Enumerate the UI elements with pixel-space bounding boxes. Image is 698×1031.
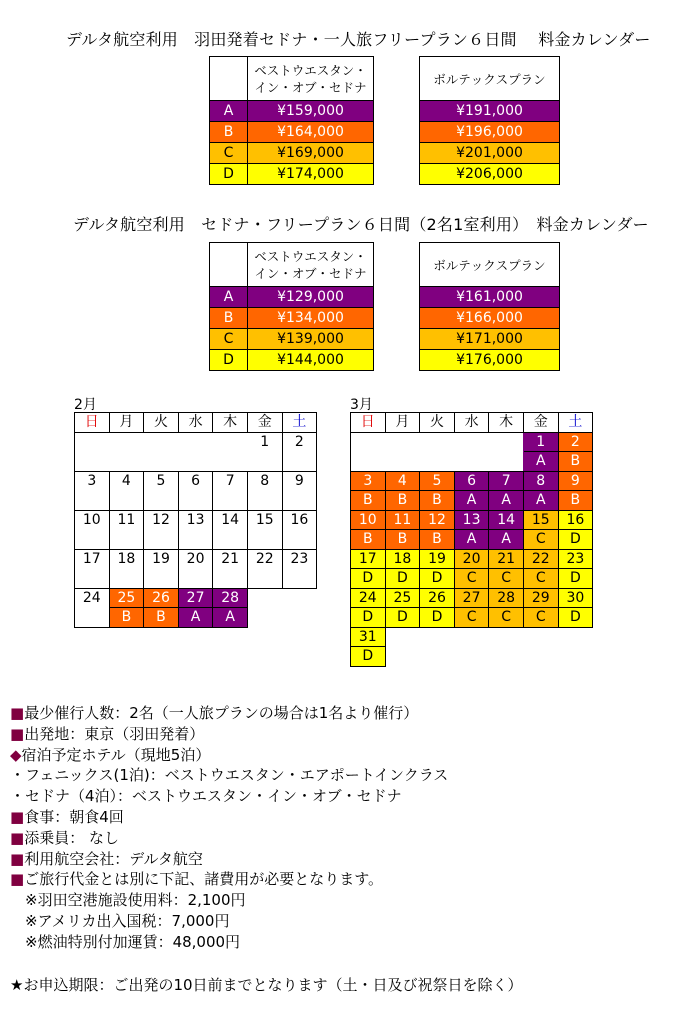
calendar-day: [213, 432, 248, 452]
empty-cell: [523, 647, 558, 667]
price-cell: ¥144,000: [248, 350, 374, 371]
empty-cell: [523, 627, 558, 647]
square-bullet-icon: ■: [10, 724, 25, 743]
calendar-day: 1: [523, 432, 558, 452]
calendar-rank: [178, 530, 213, 550]
calendar-day: 14: [213, 510, 248, 530]
rank-code: A: [210, 287, 248, 308]
calendar-day: 17: [75, 549, 110, 569]
calendar-rank: D: [351, 569, 386, 589]
calendar-day: 17: [351, 549, 386, 569]
blank-cell: [210, 57, 248, 101]
calendar-rank: [109, 569, 144, 589]
note-line: [10, 911, 448, 932]
calendar-rank: [109, 491, 144, 511]
calendar-rank: C: [523, 530, 558, 550]
calendar-rank: C: [454, 569, 489, 589]
calendar-rank: D: [558, 569, 593, 589]
section1-hotel2-table: [419, 56, 560, 185]
price-cell: ¥161,000: [420, 287, 560, 308]
calendar-day: 15: [523, 510, 558, 530]
empty-cell: [454, 647, 489, 667]
price-cell: ¥164,000: [248, 122, 374, 143]
note-text: ・フェニックス(1泊)：ベストウエスタン・エアポートインクラス: [10, 766, 449, 785]
calendar-rank: [282, 530, 317, 550]
empty-cell: [454, 627, 489, 647]
calendar-day: 11: [385, 510, 420, 530]
empty-cell: [420, 647, 455, 667]
weekday-header: 木: [213, 413, 248, 433]
calendar-day: [489, 432, 524, 452]
calendar-rank: [282, 491, 317, 511]
price-cell: ¥169,000: [248, 143, 374, 164]
hotel2-header: ボルテックスプラン: [420, 243, 560, 287]
calendar-rank: A: [178, 608, 213, 628]
calendar-rank: [144, 452, 179, 472]
calendar-rank: D: [351, 608, 386, 628]
note-text: 出発地：東京（羽田発着）: [24, 724, 205, 743]
calendar-rank: A: [454, 491, 489, 511]
calendar-rank: B: [420, 491, 455, 511]
calendar-rank: D: [558, 530, 593, 550]
square-bullet-icon: ■: [10, 849, 25, 868]
calendar-day: 12: [420, 510, 455, 530]
calendar-rank: C: [523, 569, 558, 589]
calendar-day: 10: [75, 510, 110, 530]
weekday-header: 金: [523, 413, 558, 433]
price-cell: ¥166,000: [420, 308, 560, 329]
calendar-day: 4: [109, 471, 144, 491]
note-text: 最少催行人数：2名（一人旅プランの場合は1名より催行）: [24, 704, 419, 722]
section2-hotel1-table: [209, 242, 374, 371]
empty-cell: [385, 647, 420, 667]
calendar-rank: C: [489, 608, 524, 628]
rank-code: C: [210, 143, 248, 164]
calendar-rank: A: [523, 491, 558, 511]
empty-cell: [558, 647, 593, 667]
calendar-day: 18: [109, 549, 144, 569]
calendar-day: [144, 432, 179, 452]
calendar-day: 31: [351, 627, 386, 647]
section1-hotel1-table: [209, 56, 374, 185]
note-line: [10, 703, 448, 724]
calendar-day: 8: [523, 471, 558, 491]
weekday-header: 水: [454, 413, 489, 433]
weekday-header: 土: [282, 413, 317, 433]
note-text: 添乗員： なし: [24, 828, 119, 847]
calendar-day: 22: [247, 549, 282, 569]
calendar-day: 27: [454, 588, 489, 608]
calendar-day: 10: [351, 510, 386, 530]
note-line: [10, 765, 448, 786]
calendar-day: 20: [178, 549, 213, 569]
calendar-rank: [144, 530, 179, 550]
calendar-day: [351, 432, 386, 452]
calendar-rank: [247, 530, 282, 550]
calendar-day: 22: [523, 549, 558, 569]
calendar-rank: D: [558, 608, 593, 628]
calendar-day: 7: [489, 471, 524, 491]
empty-cell: [489, 627, 524, 647]
calendar-rank: B: [420, 530, 455, 550]
mar-month-label: 3月: [350, 397, 373, 413]
note-line: [10, 807, 448, 828]
empty-cell: [420, 627, 455, 647]
calendar-rank: D: [420, 569, 455, 589]
calendar-day: 6: [178, 471, 213, 491]
note-line: [10, 890, 448, 911]
calendar-rank: B: [385, 491, 420, 511]
calendar-day: 4: [385, 471, 420, 491]
empty-cell: [558, 627, 593, 647]
calendar-day: [385, 432, 420, 452]
calendar-day: 11: [109, 510, 144, 530]
note-line: [10, 828, 448, 849]
calendar-day: 1: [247, 432, 282, 452]
price-cell: ¥139,000: [248, 329, 374, 350]
calendar-day: [109, 432, 144, 452]
weekday-header: 土: [558, 413, 593, 433]
diamond-bullet-icon: ◆: [10, 745, 22, 764]
calendar-rank: [75, 491, 110, 511]
calendar-rank: [178, 569, 213, 589]
calendar-day: 26: [144, 588, 179, 608]
calendar-day: 3: [75, 471, 110, 491]
calendar-rank: [213, 452, 248, 472]
calendar-day: [75, 432, 110, 452]
calendar-day: 6: [454, 471, 489, 491]
note-text: 食事：朝食4回: [24, 807, 124, 826]
note-text: ・セドナ（4泊）：ベストウエスタン・イン・オブ・セドナ: [10, 787, 402, 806]
calendar-day: 18: [385, 549, 420, 569]
rank-code: B: [210, 308, 248, 329]
calendar-rank: B: [558, 452, 593, 472]
price-cell: ¥129,000: [248, 287, 374, 308]
calendar-day: 30: [558, 588, 593, 608]
note-text: ※燃油特別付加運賃：48,000円: [10, 932, 241, 951]
calendar-rank: [282, 452, 317, 472]
calendar-day: 14: [489, 510, 524, 530]
calendar-day: 5: [420, 471, 455, 491]
price-cell: ¥196,000: [420, 122, 560, 143]
calendar-day: 29: [523, 588, 558, 608]
calendar-rank: [75, 608, 110, 628]
note-line: [10, 849, 448, 870]
price-cell: ¥201,000: [420, 143, 560, 164]
note-line: [10, 786, 448, 807]
calendar-rank: [247, 491, 282, 511]
calendar-day: 19: [420, 549, 455, 569]
calendar-rank: [385, 452, 420, 472]
calendar-day: 9: [282, 471, 317, 491]
calendar-rank: B: [144, 608, 179, 628]
calendar-rank: [489, 452, 524, 472]
calendar-rank: [213, 569, 248, 589]
calendar-rank: D: [385, 608, 420, 628]
calendar-day: 3: [351, 471, 386, 491]
calendar-day: 28: [489, 588, 524, 608]
weekday-header: 火: [144, 413, 179, 433]
calendar-rank: B: [385, 530, 420, 550]
price-cell: ¥171,000: [420, 329, 560, 350]
calendar-rank: A: [523, 452, 558, 472]
calendar-day: 5: [144, 471, 179, 491]
section2-title: デルタ航空利用 セドナ・フリープラン６日間（2名1室利用） 料金カレンダー: [73, 215, 649, 234]
calendar-rank: C: [454, 608, 489, 628]
calendar-day: 16: [558, 510, 593, 530]
calendar-rank: [144, 569, 179, 589]
calendar-day: 2: [558, 432, 593, 452]
calendar-rank: D: [385, 569, 420, 589]
weekday-header: 水: [178, 413, 213, 433]
calendar-rank: B: [351, 491, 386, 511]
note-line: [10, 932, 448, 953]
weekday-header: 木: [489, 413, 524, 433]
note-text: ご旅行代金とは別に下記、諸費用が必要となります。: [24, 870, 383, 889]
weekday-header: 月: [385, 413, 420, 433]
rank-code: B: [210, 122, 248, 143]
rank-code: C: [210, 329, 248, 350]
calendar-rank: B: [351, 530, 386, 550]
calendar-day: 27: [178, 588, 213, 608]
empty-cell: [385, 627, 420, 647]
calendar-rank: [420, 452, 455, 472]
rank-code: D: [210, 350, 248, 371]
calendar-rank: [178, 491, 213, 511]
hotel1-header: ベストウエスタン・ イン・オブ・セドナ: [248, 243, 374, 287]
price-cell: ¥206,000: [420, 164, 560, 185]
price-cell: ¥134,000: [248, 308, 374, 329]
calendar-day: 28: [213, 588, 248, 608]
square-bullet-icon: ■: [10, 807, 25, 826]
calendar-day: 13: [454, 510, 489, 530]
note-line: [10, 724, 448, 745]
calendar-day: 9: [558, 471, 593, 491]
calendar-day: 7: [213, 471, 248, 491]
calendar-rank: [247, 452, 282, 472]
calendar-rank: A: [454, 530, 489, 550]
calendar-rank: [75, 452, 110, 472]
weekday-header: 日: [75, 413, 110, 433]
blank-cell: [210, 243, 248, 287]
weekday-header: 月: [109, 413, 144, 433]
calendar-day: 21: [213, 549, 248, 569]
calendar-rank: C: [523, 608, 558, 628]
calendar-day: 23: [282, 549, 317, 569]
note-text: ※アメリカ出入国税：7,000円: [10, 911, 230, 930]
feb-calendar: [74, 412, 317, 628]
calendar-day: 8: [247, 471, 282, 491]
section2-hotel2-table: [419, 242, 560, 371]
calendar-rank: [351, 452, 386, 472]
calendar-day: 25: [385, 588, 420, 608]
note-line: [10, 869, 448, 890]
price-cell: ¥191,000: [420, 101, 560, 122]
note-text: ※羽田空港施設使用料：2,100円: [10, 891, 246, 910]
calendar-day: 24: [351, 588, 386, 608]
calendar-rank: [213, 491, 248, 511]
calendar-day: 2: [282, 432, 317, 452]
calendar-day: [454, 432, 489, 452]
calendar-day: 20: [454, 549, 489, 569]
feb-month-label: 2月: [74, 397, 97, 413]
calendar-rank: D: [420, 608, 455, 628]
calendar-rank: A: [489, 530, 524, 550]
square-bullet-icon: ■: [10, 828, 25, 847]
calendar-rank: [178, 452, 213, 472]
calendar-day: 26: [420, 588, 455, 608]
price-cell: ¥159,000: [248, 101, 374, 122]
calendar-rank: [454, 452, 489, 472]
calendar-rank: [75, 569, 110, 589]
calendar-day: 19: [144, 549, 179, 569]
price-cell: ¥174,000: [248, 164, 374, 185]
calendar-rank: B: [109, 608, 144, 628]
calendar-rank: A: [489, 491, 524, 511]
weekday-header: 金: [247, 413, 282, 433]
section1-title: デルタ航空利用 羽田発着セドナ・一人旅フリープラン６日間 料金カレンダー: [66, 30, 651, 49]
empty-cell: [489, 647, 524, 667]
empty-cell: [282, 588, 317, 608]
calendar-rank: C: [489, 569, 524, 589]
calendar-rank: [213, 530, 248, 550]
weekday-header: 日: [351, 413, 386, 433]
hotel1-header: ベストウエスタン・ イン・オブ・セドナ: [248, 57, 374, 101]
calendar-day: 24: [75, 588, 110, 608]
calendar-rank: [282, 569, 317, 589]
empty-cell: [247, 588, 282, 608]
application-deadline: ★お申込期限：ご出発の10日前までとなります（土・日及び祝祭日を除く）: [10, 976, 523, 994]
empty-cell: [247, 608, 282, 628]
hotel2-header: ボルテックスプラン: [420, 57, 560, 101]
calendar-rank: [247, 569, 282, 589]
calendar-day: 25: [109, 588, 144, 608]
tour-notes: [10, 703, 448, 953]
price-cell: ¥176,000: [420, 350, 560, 371]
calendar-day: 15: [247, 510, 282, 530]
calendar-day: [178, 432, 213, 452]
calendar-rank: D: [351, 647, 386, 667]
note-text: 利用航空会社：デルタ航空: [24, 849, 203, 868]
calendar-day: 13: [178, 510, 213, 530]
calendar-rank: [144, 491, 179, 511]
rank-code: D: [210, 164, 248, 185]
calendar-rank: [109, 452, 144, 472]
rank-code: A: [210, 101, 248, 122]
calendar-day: 21: [489, 549, 524, 569]
calendar-day: 23: [558, 549, 593, 569]
square-bullet-icon: ■: [10, 704, 25, 722]
calendar-rank: B: [558, 491, 593, 511]
calendar-rank: [109, 530, 144, 550]
empty-cell: [282, 608, 317, 628]
calendar-day: 16: [282, 510, 317, 530]
calendar-rank: A: [213, 608, 248, 628]
note-line: [10, 745, 448, 766]
mar-calendar: [350, 412, 593, 667]
square-bullet-icon: ■: [10, 870, 25, 889]
calendar-day: [420, 432, 455, 452]
calendar-rank: [75, 530, 110, 550]
note-text: 宿泊予定ホテル（現地5泊）: [21, 745, 211, 764]
calendar-day: 12: [144, 510, 179, 530]
weekday-header: 火: [420, 413, 455, 433]
